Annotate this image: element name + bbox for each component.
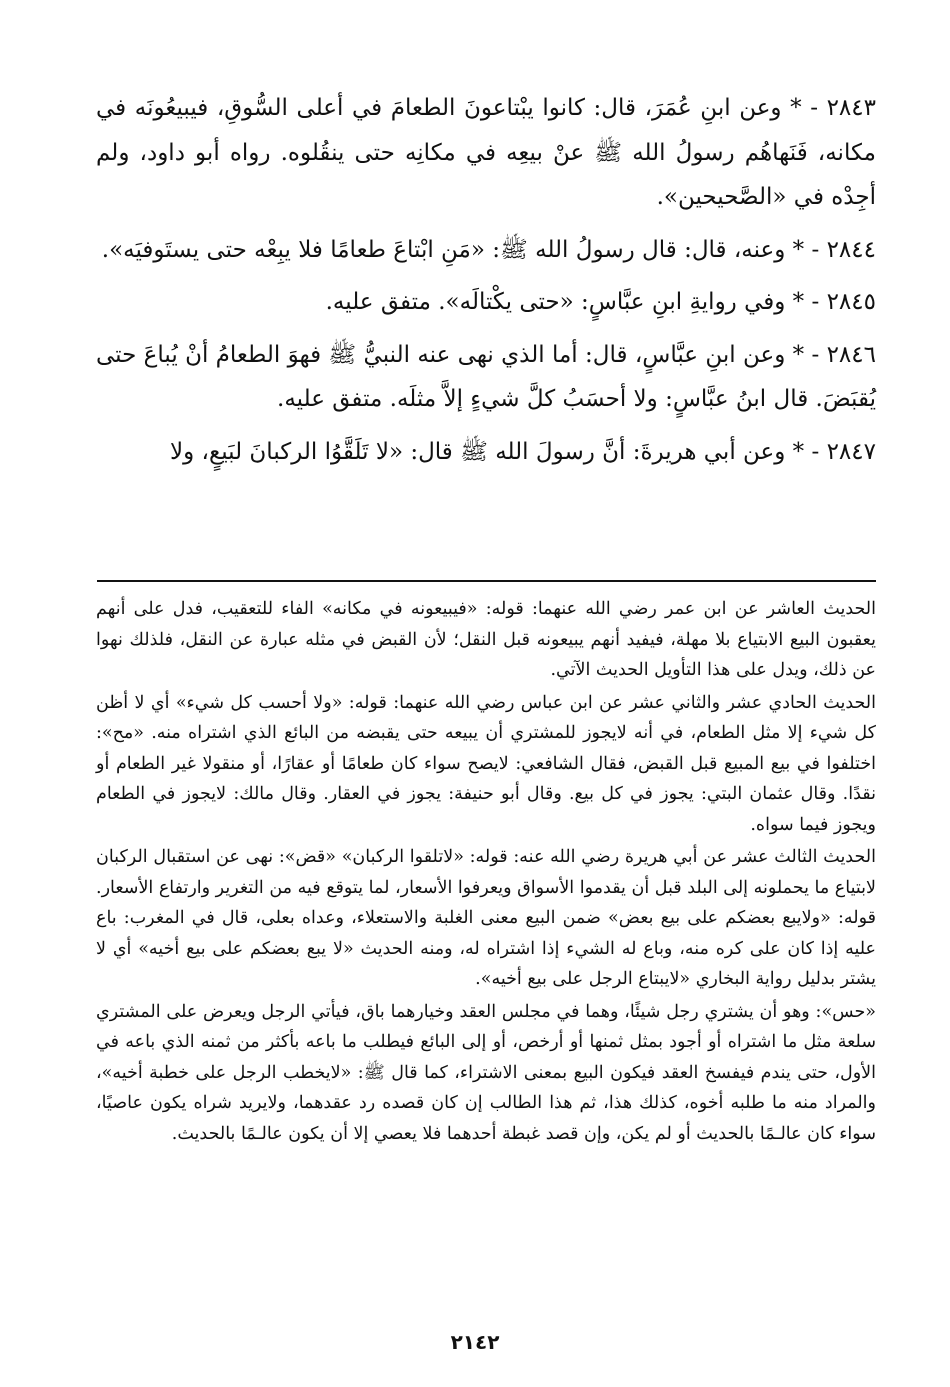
hadith-number: ٢٨٤٥ — [826, 289, 876, 315]
hadith-body: - * وعنه، قال: قال رسولُ الله ﷺ: «مَنِ ابْتاعَ طعامًا فلا يبِعْه حتى يستَوفيَه». — [101, 236, 827, 263]
page-number: ٢١٤٢ — [450, 1330, 500, 1354]
hadith-paragraph — [96, 430, 876, 475]
hadith-number: ٢٨٤٣ — [826, 95, 876, 121]
hadith-number: ٢٨٤٤ — [826, 236, 876, 263]
hadith-paragraph — [96, 280, 876, 325]
hadith-number: ٢٨٤٧ — [826, 438, 876, 465]
hadith-paragraph — [96, 86, 876, 220]
hadith-body: - * وعن ابنِ عُمَرَ، قال: كانوا يبْتاعونَ الطعامَ في أعلى السُّوقِ، فيبيعُونَه في مكانه، فَنَهاهُم رسولُ الله ﷺ عنْ بيعِه في مكانِه حتى ينقُلوه. رواه أبو داود، ولم أجِدْه في «الصَّحيحين». — [96, 95, 876, 210]
commentary-paragraph: الحديث الثالث عشر عن أبي هريرة رضي الله عنه: قوله: «لاتلقوا الركبان» «قض»: نهى عن استقبال الركبان لابتياع ما يحملونه إلى البلد قبل أن يقدموا الأسواق ويعرفوا الأسعار، لما يتوقع فيه من التغرير وارتفاع الأسعار. قوله: «ولايبع بعضكم على بيع بعض» ضمن البيع معنى الغلبة والاستعلاء، وعداه بعلى، قال في المغرب: باع عليه إذا كان على كره منه، وباع له الشيء إذا اشتراه له، ومنه الحديث «لا يبع بعضكم على بيع أخيه» أي لا يشتر بدليل رواية البخاري «لايبتاع الرجل على بيع أخيه». — [96, 847, 876, 989]
commentary-paragraph: «حس»: وهو أن يشتري رجل شيئًا، وهما في مجلس العقد وخيارهما باق، فيأتي الرجل ويعرض على المشتري سلعة مثل ما اشتراه أو أجود بمثل ثمنها أو أرخص، أو إلى البائع فيطلب ما باعه بأكثر من ثمنه الذي باعه في الأول، حتى يندم فيفسخ العقد فيكون البيع بمعنى الاشتراء، كما قال ﷺ: «لايخطب الرجل على خطبة أخيه»، والمراد منه ما طلبه أخوه، كذلك هذا، ثم هذا الطالب إن كان قصده رد عقدهما، ولايريد شراه يكون عاصيًا، سواء كان عالـمًا بالحديث أو لم يكن، وإن قصد غبطة أحدهما فلا يعصي إلا أن يكون عالـمًا بالحديث. — [96, 1001, 876, 1144]
hadith-body: - * وعن ابنِ عبَّاسٍ، قال: أما الذي نهى عنه النبيُّ ﷺ فهوَ الطعامُ أنْ يُباعَ حتى يُقبَضَ. قال ابنُ عبَّاسٍ: ولا أحسَبُ كلَّ شيءٍ إلاَّ مثلَه. متفق عليه. — [96, 341, 876, 412]
commentary-paragraph: الحديث الحادي عشر والثاني عشر عن ابن عباس رضي الله عنهما: قوله: «ولا أحسب كل شيء» أي لا أظن كل شيء إلا مثل الطعام، في أنه لايجوز للمشتري أن يبيعه حتى يقبضه من البائع الذي اشتراه منه. «مح»: اختلفوا في بيع المبيع قبل القبض، فقال الشافعي: لايصح سواء كان طعامًا أو عقارًا، أو منقولا غير الطعام أو نقدًا. وقال عثمان البتي: يجوز في كل بيع. وقال أبو حنيفة: يجوز في العقار. وقال مالك: لايجوز في الطعام ويجوز فيما سواه. — [96, 692, 876, 835]
hadith-paragraph — [96, 228, 876, 273]
hadith-number: ٢٨٤٦ — [826, 341, 876, 368]
commentary-block — [96, 594, 876, 1151]
footnote-divider — [97, 580, 876, 582]
hadith-paragraph — [96, 333, 876, 422]
hadith-body: - * وفي روايةِ ابنِ عبَّاسٍ: «حتى يكْتالَه». متفق عليه. — [325, 289, 827, 315]
hadith-body: - * وعن أبي هريرةَ: أنَّ رسولَ الله ﷺ قال: «لا تَلَقَّوُا الركبانَ لبَيعٍ، ولا — [170, 438, 827, 465]
commentary-paragraph: الحديث العاشر عن ابن عمر رضي الله عنهما: قوله: «فيبيعونه في مكانه» الفاء للتعقيب، فدل على أنهم يعقبون البيع الابتياع بلا مهلة، فيفيد أنهم يبيعونه قبل النقل؛ لأن القبض في مثله عبارة عن النقل، فلذلك نهوا عن ذلك، ويدل على هذا التأويل الحديث الآتي. — [96, 599, 876, 680]
hadith-text-block — [96, 86, 876, 474]
